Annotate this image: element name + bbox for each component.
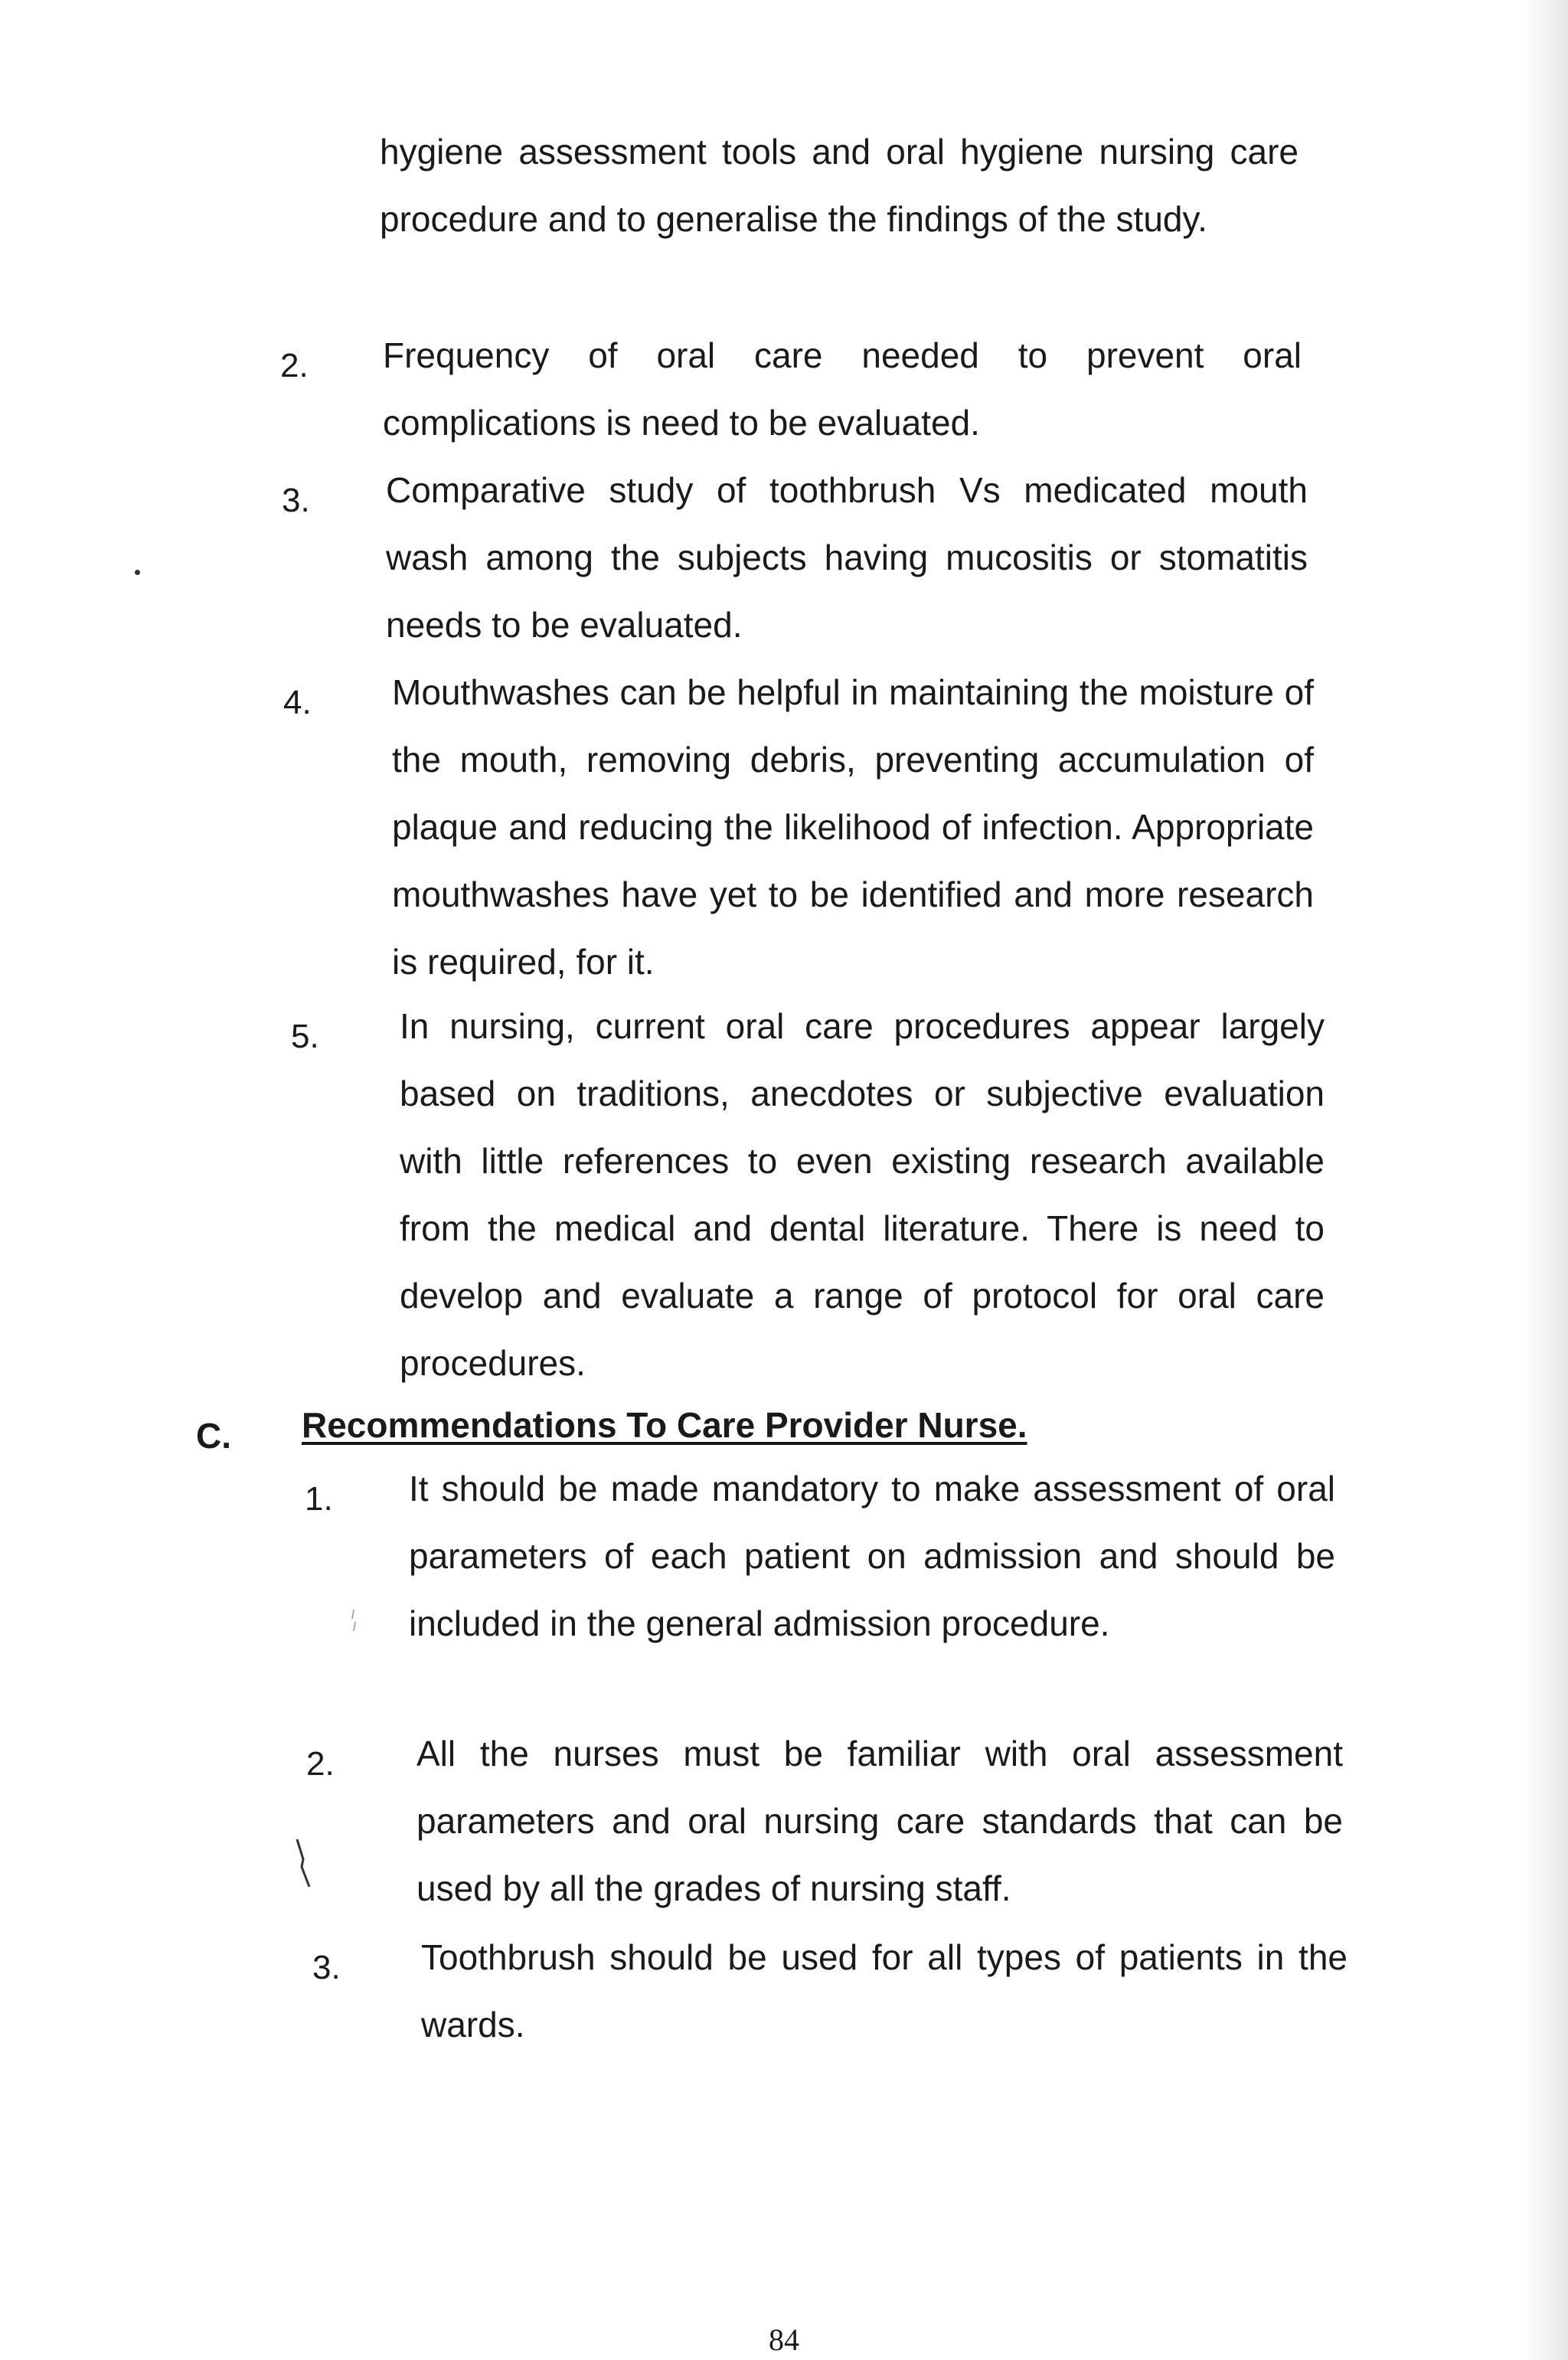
list-item-text: All the nurses must be familiar with oral assessment parameters and oral nursing care standards that can be used by all the grades of nursing staff. xyxy=(416,1734,1343,1908)
list-item-text: Frequency of oral care needed to prevent oral complications is need to be evaluated. xyxy=(383,335,1302,443)
item-number: 1. xyxy=(305,1480,333,1518)
item-number: 3. xyxy=(312,1949,341,1986)
item-number: 5. xyxy=(291,1018,319,1055)
item-number: 4. xyxy=(283,684,312,721)
list-item-text: Mouthwashes can be helpful in maintaining the moisture of the mouth, removing debris, preventing accumulation of plaque and reducing the likelihood of infection. Appropriate mouthwashes have yet to be identified and more research is required, for it. xyxy=(392,672,1314,982)
list-item-text: In nursing, current oral care procedures appear largely based on traditions, anecdotes or subjective evaluation with little references to even existing research available from the medical and dental literature. There is need to develop and evaluate a range of protocol for oral care procedures. xyxy=(400,1006,1325,1383)
item-number: 2. xyxy=(280,347,309,384)
page-number: 84 xyxy=(769,2322,799,2357)
scan-speck xyxy=(135,570,140,575)
section-letter: C. xyxy=(196,1416,231,1456)
item-number: 2. xyxy=(306,1745,335,1783)
list-item-text: Toothbrush should be used for all types of patients in the wards. xyxy=(421,1937,1348,2045)
list-item-text: It should be made mandatory to make assessment of oral parameters of each patient on admission and should be included in the general admission procedure. xyxy=(409,1469,1335,1643)
intro-paragraph xyxy=(380,118,1298,253)
intro-text: hygiene assessment tools and oral hygiene nursing care procedure and to generalise the findings of the study. xyxy=(380,132,1298,239)
scan-mark xyxy=(346,1608,361,1639)
list-item-text: Comparative study of toothbrush Vs medicated mouth wash among the subjects having mucositis or stomatitis needs to be evaluated. xyxy=(386,470,1308,645)
item-number: 3. xyxy=(282,482,310,519)
section-title: Recommendations To Care Provider Nurse. xyxy=(302,1405,1027,1445)
scan-edge-shadow xyxy=(1522,0,1568,2360)
scan-mark xyxy=(292,1836,315,1890)
